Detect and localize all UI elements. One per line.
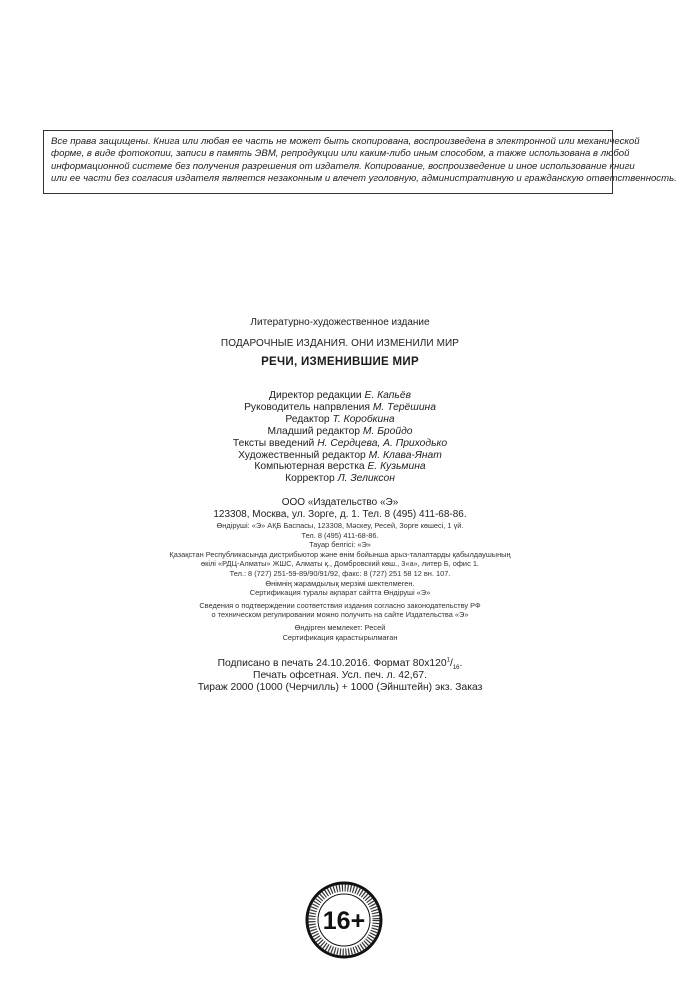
credit-line — [0, 473, 680, 485]
kz-line: Өндірген мемлекет: Ресей — [294, 622, 386, 632]
age-rating-badge-icon — [304, 880, 384, 960]
credit-name: Е. Капьёв — [364, 390, 411, 401]
format-numerator: 1 — [446, 657, 450, 664]
publisher-name: ООО «Издательство «Э» — [281, 497, 399, 508]
distributor-info — [0, 521, 680, 642]
print-line: Тираж 2000 (1000 (Черчилль) + 1000 (Эйнштейн) экз. Заказ — [197, 682, 483, 693]
credit-line — [0, 426, 680, 438]
kz-line: Тел. 8 (495) 411-68-86. — [301, 530, 379, 540]
credit-role: Корректор — [285, 473, 335, 485]
format-suffix: . — [459, 658, 463, 669]
kz-line: Сертификация туралы ақпарат сайтта Өндіруші «Э» — [249, 588, 431, 598]
notice-line: форме, в виде фотокопии, записи в память ЭВМ, репродукции или каким-либо иным способом, а также использована в любой — [51, 148, 630, 160]
credit-line — [0, 438, 680, 450]
credit-name: Т. Коробкина — [332, 413, 395, 425]
credit-role: Компьютерная верстка — [254, 461, 365, 473]
credit-line — [0, 390, 680, 402]
credit-name: Н. Сердцева, А. Приходько — [317, 437, 448, 449]
print-line: Печать офсетная. Усл. печ. л. 42,67. — [253, 670, 427, 681]
credit-role: Редактор — [285, 413, 330, 425]
format-slash: / — [449, 658, 453, 669]
credit-role: Художественный редактор — [238, 449, 366, 461]
kz-line: Сведения о подтверждении соответствия издания согласно законодательству РФ — [199, 600, 481, 610]
kz-line: Сертификация қарастырылмаған — [282, 632, 398, 642]
credit-role: Тексты введений — [232, 437, 315, 449]
credit-line — [0, 414, 680, 426]
credit-role: Директор редакции — [269, 390, 362, 401]
publisher-info — [0, 497, 680, 521]
credit-name: М. Бройдо — [362, 425, 413, 437]
notice-line: информационной системе без получения разрешения от издателя. Копирование, воспроизведение и иное использование книги — [51, 160, 635, 172]
credit-name: М. Терёшина — [372, 401, 436, 413]
kz-line: Өнімнің жарамдылық мерзімі шектелмеген. — [265, 578, 415, 588]
kz-line: Тел.: 8 (727) 251-59-89/90/91/92, факс: 8 (727) 251 58 12 вн. 107. — [229, 568, 451, 578]
print-line — [0, 658, 680, 670]
edition-genre: Литературно-художественное издание — [250, 317, 430, 328]
notice-line: или ее части без согласия издателя является незаконным и влечет уголовную, административную и гражданскую ответственность. — [51, 172, 677, 184]
publisher-address: 123308, Москва, ул. Зорге, д. 1. Тел. 8 (495) 411-68-86. — [213, 509, 467, 520]
print-info — [0, 658, 680, 694]
book-title: РЕЧИ, ИЗМЕНИВШИЕ МИР — [261, 356, 419, 368]
print-format: Подписано в печать 24.10.2016. Формат 80x120 — [217, 658, 447, 669]
credit-role: Руководитель напрвления — [244, 401, 370, 413]
kz-line: Өндіруші: «Э» АҚБ Баспасы, 123308, Мәскеу, Ресей, Зорге көшесі, 1 үй. — [216, 521, 464, 530]
kz-line: Тауар белгісі: «Э» — [309, 540, 371, 550]
series-title: ПОДАРОЧНЫЕ ИЗДАНИЯ. ОНИ ИЗМЕНИЛИ МИР — [220, 338, 460, 349]
credit-name: М. Клава-Янат — [368, 449, 442, 461]
credit-role: Младший редактор — [267, 425, 361, 437]
kz-line: о техническом регулировании можно получить на сайте Издательства «Э» — [211, 610, 469, 620]
credit-name: Л. Зеликсон — [337, 473, 395, 485]
copyright-notice — [43, 130, 677, 194]
credit-line — [0, 450, 680, 462]
credit-line — [0, 402, 680, 414]
credit-name: Е. Кузьмина — [367, 461, 426, 473]
kz-line: өкілі «РДЦ-Алматы» ЖШС, Алматы қ., Домбровский көш., 3«а», литер Б, офис 1. — [201, 559, 479, 569]
credits-list — [0, 390, 680, 485]
credit-line — [0, 461, 680, 473]
notice-line: Все права защищены. Книга или любая ее часть не может быть скопирована, воспроизведена в электронной или механической — [51, 136, 640, 147]
kz-line: Қазақстан Республикасында дистрибьютор және өнім бойынша арыз-талаптарды қабылдаушының — [169, 549, 511, 559]
age-rating-text: 16+ — [322, 907, 366, 935]
format-denominator: 16 — [452, 665, 460, 672]
